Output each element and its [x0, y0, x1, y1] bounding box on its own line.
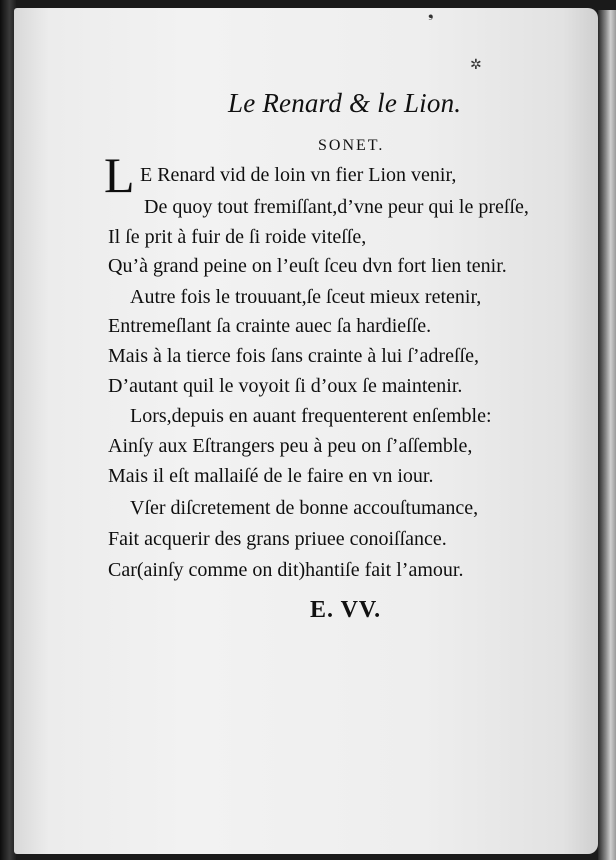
verse-line-13: Fait acquerir des grans priuee conoiſſance.	[108, 528, 447, 550]
next-page-edge	[598, 10, 616, 860]
drop-cap-initial: L	[104, 147, 135, 203]
verse-line-9: Lors,depuis en auant frequenterent enſemble:	[130, 405, 492, 427]
ink-speck-icon: ✲	[470, 57, 482, 73]
verse-line-4: Qu’à grand peine on l’euſt ſceu dvn fort lien tenir.	[108, 255, 507, 277]
verse-line-8: D’autant quil le voyoit ſi d’oux ſe maintenir.	[108, 375, 463, 397]
verse-line-11: Mais il eſt mallaiſé de le faire en vn iour.	[108, 465, 434, 487]
ink-mark-icon: ❟	[428, 5, 434, 21]
signature-mark: E. VV.	[310, 597, 382, 623]
verse-line-7: Mais à la tierce fois ſans crainte à lui ſ’adreſſe,	[108, 345, 479, 367]
verse-line-2: De quoy tout fremiſſant,d’vne peur qui le preſſe,	[144, 196, 529, 218]
verse-line-10: Ainſy aux Eſtrangers peu à peu on ſ’aſſemble,	[108, 435, 473, 457]
verse-line-14: Car(ainſy comme on dit)hantiſe fait l’amour.	[108, 559, 464, 581]
book-page	[14, 5, 598, 854]
verse-line-12: Vſer diſcretement de bonne accouſtumance,	[130, 497, 479, 519]
verse-line-5: Autre fois le trouuant,ſe ſceut mieux retenir,	[130, 286, 482, 308]
verse-line-3: Il ſe prit à fuir de ſi roide viteſſe,	[108, 226, 367, 248]
verse-line-6: Entremeſlant ſa crainte auec ſa hardieſſe.	[108, 315, 432, 337]
poem-label: SONET.	[318, 137, 385, 154]
verse-line-1: E Renard vid de loin vn fier Lion venir,	[140, 164, 457, 186]
page-header-title: Le Renard & le Lion.	[228, 88, 462, 118]
